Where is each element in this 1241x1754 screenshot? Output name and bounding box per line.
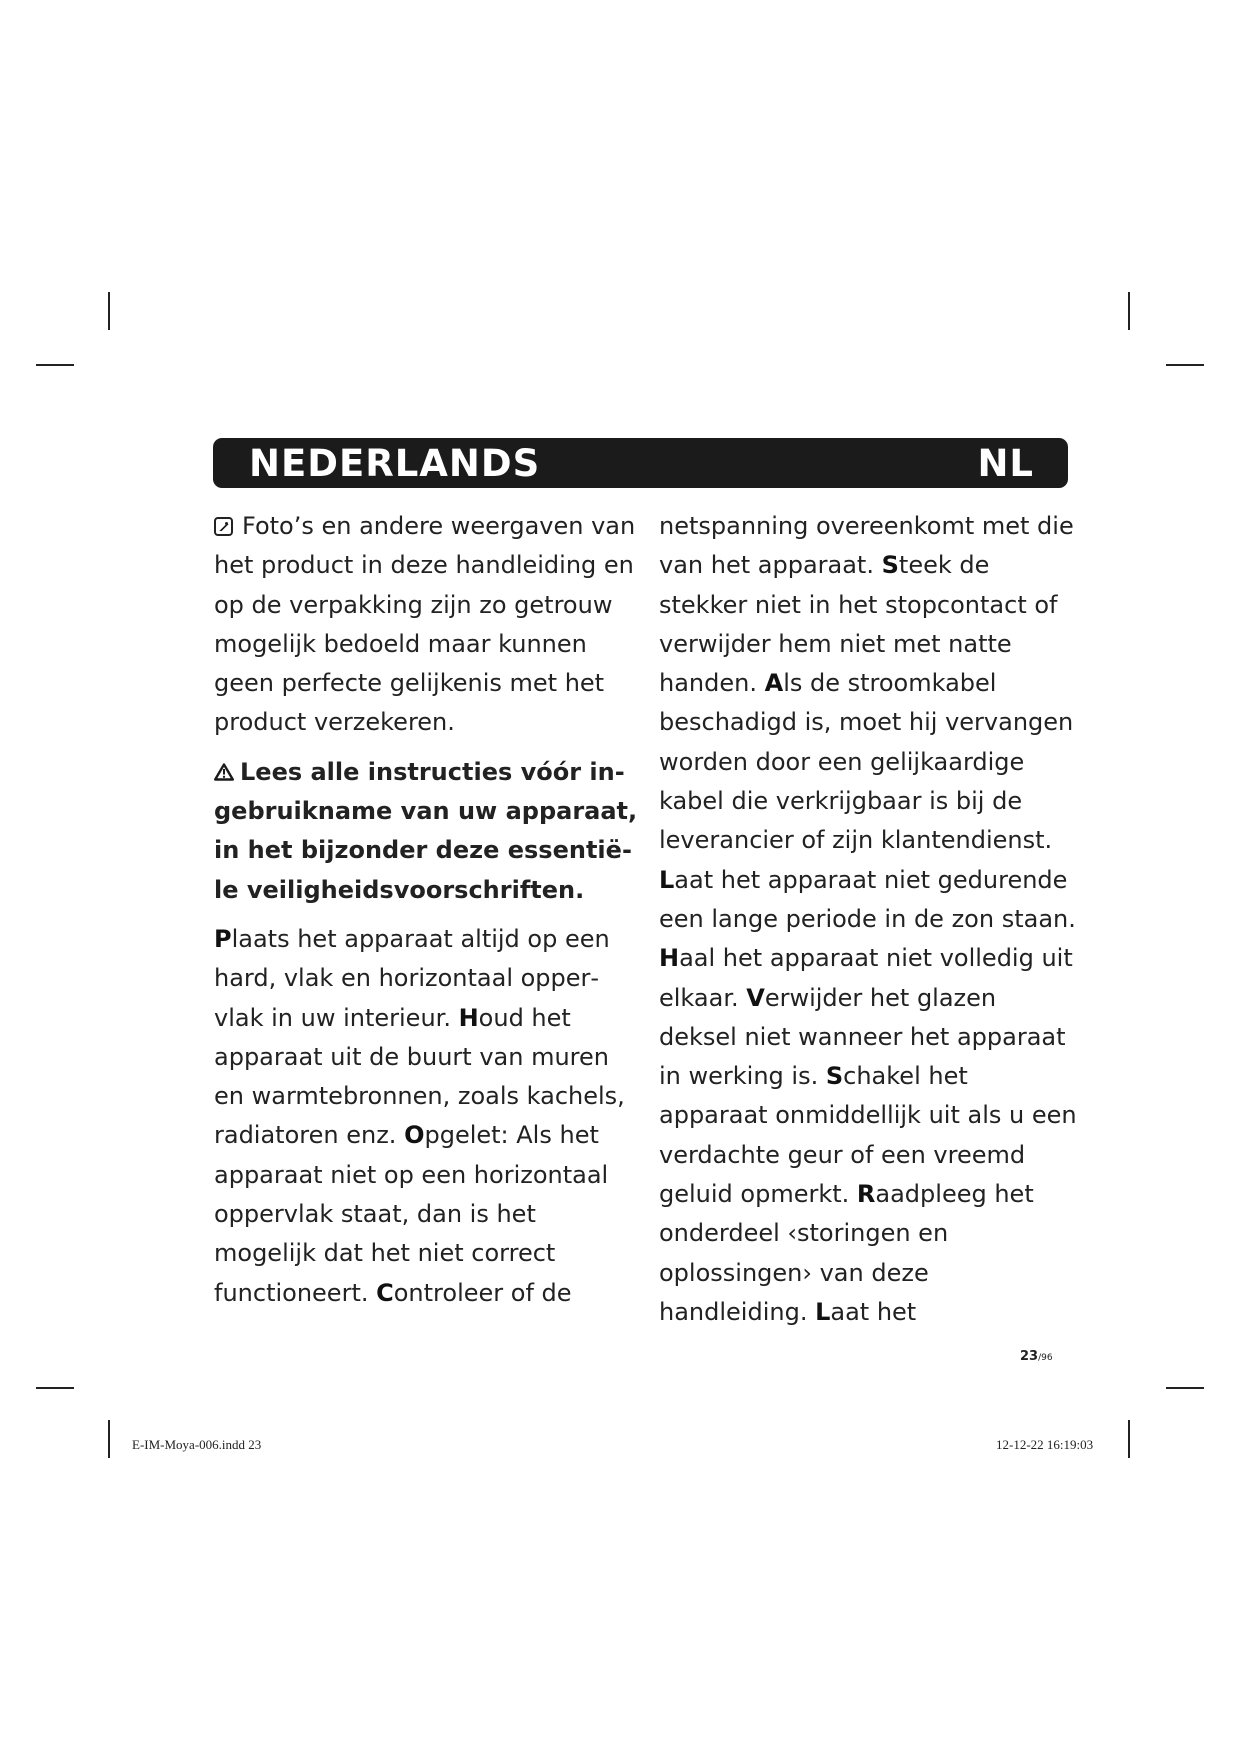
- sentence-initial: O: [404, 1121, 425, 1150]
- crop-mark: [36, 1387, 74, 1389]
- sentence-initial: H: [659, 944, 680, 973]
- sentence-initial: H: [458, 1003, 479, 1032]
- sentence-initial: V: [746, 983, 765, 1012]
- slug-datetime: 12-12-22 16:19:03: [996, 1437, 1094, 1452]
- sentence-initial: L: [815, 1297, 831, 1326]
- sentence-initial: L: [659, 865, 675, 894]
- sentence-text: laats het apparaat altijd op een hard, vlak en horizontaal oppervlak in uw interieur.: [214, 924, 610, 1032]
- sentence-initial: P: [214, 924, 232, 953]
- sentence-text: oud het apparaat uit de buurt van muren en warmtebronnen, zoals kachels, radiatoren enz.: [214, 1003, 625, 1150]
- crop-mark: [108, 292, 110, 330]
- sentence-text: erwijder het glazen deksel niet wanneer het apparaat in werking is.: [659, 983, 1066, 1091]
- crop-mark: [108, 1420, 110, 1458]
- sentence-initial: C: [376, 1278, 394, 1307]
- crop-mark: [1128, 292, 1130, 330]
- sentence-text: pgelet: Als het apparaat niet op een horizontaal oppervlak staat, dan is het mogelijk dat het niet correct functioneert.: [214, 1121, 609, 1307]
- sentence-text: ls de stroomkabel beschadigd is, moet hij vervangen worden door een gelijkaardige kabel die verkrijgbaar is bij de leverancier of zijn klantendienst.: [659, 669, 1074, 855]
- sentence-text: chakel het apparaat onmiddellijk uit als u een verdachte geur of een vreemd geluid opmerkt.: [659, 1062, 1077, 1209]
- sentence-initial: A: [764, 669, 784, 698]
- section-header-bar: [213, 438, 1068, 488]
- language-code: NL: [977, 441, 1034, 485]
- warning-triangle-icon: [214, 763, 234, 781]
- page-total: /96: [1038, 1353, 1053, 1363]
- safety-warning: [214, 753, 638, 910]
- safety-warning-text: Lees alle instructies vóór ingebruikname van uw apparaat, in het bijzonder deze essentiële veiligheidsvoorschriften.: [214, 757, 638, 904]
- sentence-text: aat het apparaat niet gedurende een lange periode in de zon staan.: [659, 865, 1076, 933]
- sentence-text: aat het: [830, 1297, 917, 1326]
- sentence-text: netspanning overeenkomt met die van het apparaat.: [659, 512, 1074, 580]
- photo-disclaimer-text: Foto’s en andere weergaven van het product in deze handleiding en op de verpakking zijn zo getrouw mogelijk bedoeld maar kunnen geen perfecte gelijkenis met het product verzekeren.: [214, 512, 636, 737]
- sentence-text: aal het apparaat niet volledig uit elkaar.: [659, 944, 1073, 1012]
- crop-mark: [1166, 1387, 1204, 1389]
- crop-mark: [1166, 364, 1204, 366]
- sentence-initial: S: [881, 551, 899, 580]
- page-current: 23: [1020, 1349, 1039, 1364]
- slug-filename: E-IM-Moya-006.indd 23: [132, 1437, 262, 1452]
- crop-mark: [36, 364, 74, 366]
- image-icon: [214, 517, 233, 536]
- left-column: [214, 507, 638, 1313]
- right-column: [659, 507, 1081, 1332]
- sentence-text: teek de stekker niet in het stopcontact of verwijder hem niet met natte handen.: [659, 551, 1058, 698]
- crop-mark: [1128, 1420, 1130, 1458]
- language-title: NEDERLANDS: [249, 441, 541, 485]
- safety-continued: [659, 507, 1081, 1332]
- sentence-text: ontroleer of de: [393, 1278, 572, 1307]
- placement-instructions: [214, 920, 638, 1313]
- sentence-initial: R: [856, 1180, 876, 1209]
- page-number: [1020, 1349, 1053, 1364]
- photo-disclaimer: [214, 507, 638, 743]
- sentence-initial: S: [825, 1062, 844, 1091]
- sentence-text: aadpleeg het onderdeel ‹storingen en oplossingen› van deze handleiding.: [659, 1180, 1034, 1326]
